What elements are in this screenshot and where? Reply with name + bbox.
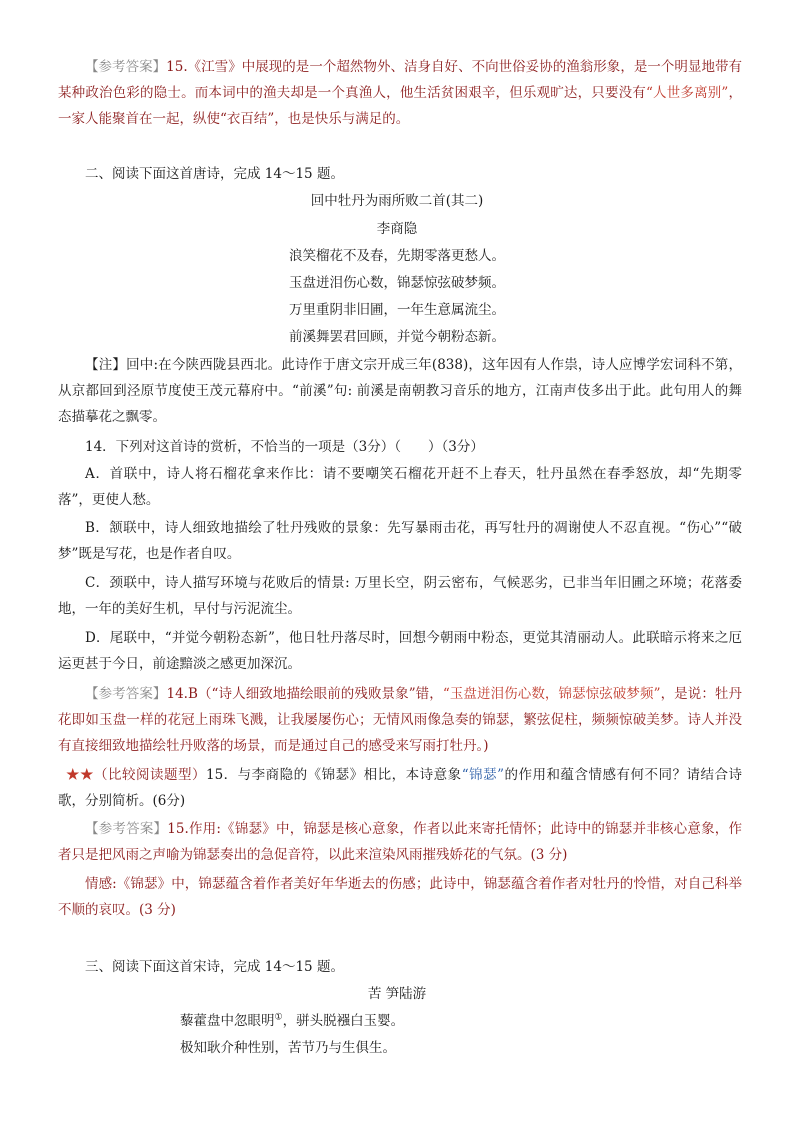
q1-answer xyxy=(58,54,742,132)
answer-tag: 【参考答案】 xyxy=(85,59,167,75)
poem2-line-1 xyxy=(180,1008,742,1034)
poem-line-1: 浪笑榴花不及春，先期零落更愁人。 xyxy=(289,248,505,264)
answer-14 xyxy=(58,681,742,759)
question-15-text-2: 的作用和蕴含情感有何不同？请结合诗歌，分别简析。(6分) xyxy=(58,767,742,809)
poem-line-4: 前溪舞罢君回顾，并觉今朝粉态新。 xyxy=(289,329,505,345)
question-type: （比较阅读题型） xyxy=(94,767,206,783)
poem-author: 李商隐 xyxy=(376,221,418,237)
footnote-marker: ① xyxy=(274,1012,283,1023)
question-14-stem: 14．下列对这首诗的赏析，不恰当的一项是（3分）（ ）（3分） xyxy=(85,439,484,455)
poem2-line-1-end: ，骈头脱襁白玉婴。 xyxy=(282,1013,405,1029)
question-15-keyword: “锦瑟” xyxy=(461,767,504,783)
question-15 xyxy=(58,762,742,814)
q1-answer-text-2: ，一家人能聚首在一起，纵使“衣百结”，也是快乐与满足的。 xyxy=(58,85,743,127)
poem-note: 【注】回中:在今陕西陇县西北。此诗作于唐文宗开成三年(838)，这年因有人作祟，诗人应博学宏词科不第，从京都回到泾原节度使王茂元幕府中。“前溪”句: 前溪是南朝教习音乐的地方，江南声伎多出于此。此句用人的舞态描摹花之飘零。 xyxy=(58,357,742,425)
question-14-option-a: A．首联中，诗人将石榴花拿来作比：请不要嘲笑石榴花开赶不上春天，牡丹虽然在春季怒放，却“先期零落”，更使人愁。 xyxy=(58,466,742,508)
answer-tag: 【参考答案】 xyxy=(85,686,167,702)
answer-15-emotion: 情感:《锦瑟》中，锦瑟蕴含着作者美好年华逝去的伤感；此诗中，锦瑟蕴含着作者对牡丹的怜惜，对自己科举不顺的哀叹。(3 分) xyxy=(58,876,742,918)
answer-tag: 【参考答案】 xyxy=(85,821,168,837)
question-14-option-c: C．颈联中，诗人描写环境与花败后的情景: 万里长空，阴云密布，气候恶劣，已非当年旧圃之环境；花落委地，一年的美好生机，早付与污泥流尘。 xyxy=(58,575,742,617)
answer-14-quote: “玉盘迸泪伤心数，锦瑟惊弦破梦频” xyxy=(442,686,661,702)
answer-14-text-1: 14.B（“诗人细致地描绘眼前的残败景象”错， xyxy=(166,686,443,702)
section3-heading: 三、阅读下面这首宋诗，完成 14～15 题。 xyxy=(85,959,344,975)
poem-line-3: 万里重阴非旧圃，一年生意属流尘。 xyxy=(289,302,505,318)
poem2-line-1-text: 藜藿盘中忽眼明 xyxy=(180,1013,275,1029)
question-15-text-1: 15．与李商隐的《锦瑟》相比，本诗意象 xyxy=(206,767,462,783)
question-14-option-d: D．尾联中，“并觉今朝粉态新”，他日牡丹落尽时，回想今朝雨中粉态，更觉其清丽动人。此联暗示将来之厄运更甚于今日，前途黯淡之感更加深沉。 xyxy=(58,630,742,672)
difficulty-stars: ★★ xyxy=(66,767,94,783)
answer-14-text-2: ，是说：牡丹花即如玉盘一样的花冠上雨珠飞溅，让我屡屡伤心；无情风雨像急奏的锦瑟，繁弦促柱，频频惊破美梦。诗人并没有直接细致地描绘牡丹败落的场景，而是通过自己的感受来写雨打牡丹。) xyxy=(58,686,742,754)
section2-heading: 二、阅读下面这首唐诗，完成 14～15 题。 xyxy=(85,166,344,182)
q1-answer-quote: “人世多离别” xyxy=(645,85,729,101)
question-14-option-b: B．颔联中，诗人细致地描绘了牡丹残败的景象：先写暴雨击花，再写牡丹的凋谢使人不忍直视。“伤心”“破梦”既是写花，也是作者自叹。 xyxy=(58,520,742,562)
poem2-title: 苦 笋陆游 xyxy=(367,986,427,1002)
answer-15-function xyxy=(58,816,742,868)
poem-title: 回中牡丹为雨所败二首(其二) xyxy=(310,193,484,209)
q1-answer-text-1: 15.《江雪》中展现的是一个超然物外、洁身自好、不向世俗妥协的渔翁形象，是一个明显地带有某种政治色彩的隐士。而本词中的渔夫却是一个真渔人，他生活贫困艰辛，但乐观旷达，只要没有 xyxy=(58,59,743,101)
poem-line-2: 玉盘迸泪伤心数，锦瑟惊弦破梦频。 xyxy=(289,275,505,291)
answer-15-function-text: 15.作用:《锦瑟》中，锦瑟是核心意象，作者以此来寄托情怀；此诗中的锦瑟并非核心意象，作者只是把风雨之声喻为锦瑟奏出的急促音符，以此来渲染风雨摧残娇花的气氛。(3 分) xyxy=(58,821,742,863)
poem2-line-2: 极知耿介种性别，苦节乃与生俱生。 xyxy=(180,1040,396,1056)
